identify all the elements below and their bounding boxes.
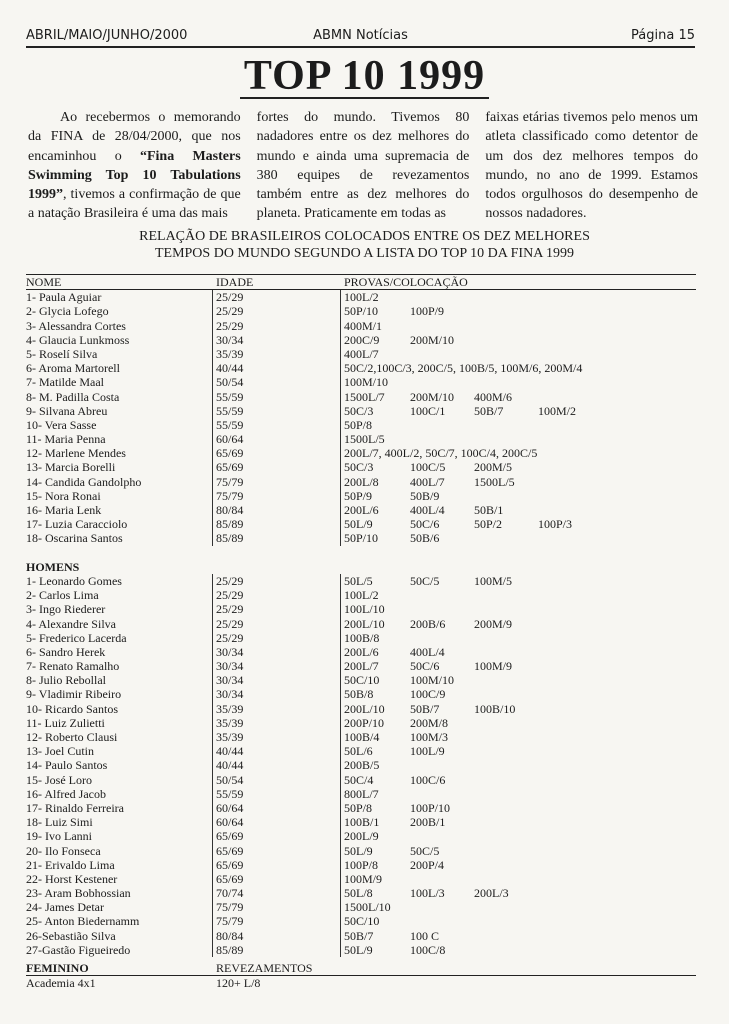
age-group: 35/39 <box>216 715 244 730</box>
event-result: 200M/10 <box>410 389 455 404</box>
table-row <box>26 758 696 772</box>
event-result: 100L/2 <box>344 290 379 305</box>
event-result: 50C/10 <box>344 914 380 929</box>
event-result: 100P/8 <box>344 857 379 872</box>
event-result: 100C/5 <box>410 460 446 475</box>
age-group: 65/69 <box>216 829 244 844</box>
event-result: 100L/2 <box>344 588 379 603</box>
relay-team: Academia 4x1 <box>26 976 96 991</box>
swimmer-name: 17- Luzia Caracciolo <box>26 517 128 532</box>
table-row <box>26 446 696 460</box>
age-group: 40/44 <box>216 758 244 773</box>
swimmer-name: 10- Vera Sasse <box>26 417 97 432</box>
swimmer-name: 20- Ilo Fonseca <box>26 843 101 858</box>
event-result: 50L/8 <box>344 886 373 901</box>
age-group: 25/29 <box>216 573 244 588</box>
age-group: 85/89 <box>216 531 244 546</box>
col-header-nome: NOME <box>26 275 62 289</box>
swimmer-name: 1- Leonardo Gomes <box>26 573 122 588</box>
table-row <box>26 489 696 503</box>
table-row <box>26 475 696 489</box>
table-row <box>26 390 696 404</box>
swimmer-name: 8- M. Padilla Costa <box>26 389 120 404</box>
table-row <box>26 574 696 588</box>
event-result: 100 C <box>410 928 440 943</box>
event-result: 100M/5 <box>474 573 513 588</box>
swimmer-name: 7- Renato Ramalho <box>26 659 120 674</box>
table-row <box>26 517 696 531</box>
event-result: 1500L/10 <box>344 900 391 915</box>
age-group: 75/79 <box>216 488 244 503</box>
event-result: 50P/2 <box>474 517 503 532</box>
age-group: 40/44 <box>216 361 244 376</box>
swimmer-name: 14- Candida Gandolpho <box>26 474 142 489</box>
table-row <box>26 418 696 432</box>
event-result: 50P/8 <box>344 417 373 432</box>
age-group: 80/84 <box>216 928 244 943</box>
event-result: 50B/1 <box>474 503 504 517</box>
article-title: TOP 10 1999 <box>0 52 729 100</box>
event-result: 100L/10 <box>344 602 385 617</box>
event-result: 100B/4 <box>344 730 380 744</box>
men-section-title: HOMENS <box>26 559 80 574</box>
event-result: 400M/1 <box>344 318 383 333</box>
event-result: 200L/6 <box>344 503 379 517</box>
event-result: 1500L/5 <box>474 474 515 489</box>
table-header <box>26 274 696 290</box>
event-result: 100M/2 <box>538 403 577 418</box>
swimmer-name: 2- Carlos Lima <box>26 588 99 603</box>
swimmer-name: 13- Joel Cutin <box>26 744 94 759</box>
swimmer-name: 4- Glaucia Lunkmoss <box>26 332 130 347</box>
swimmer-name: 14- Paulo Santos <box>26 758 108 773</box>
age-group: 50/54 <box>216 772 244 787</box>
table-row <box>26 645 696 659</box>
swimmer-name: 23- Aram Bobhossian <box>26 886 131 901</box>
event-result: 100B/10 <box>474 701 516 716</box>
event-result: 100P/3 <box>538 517 573 532</box>
relay-col-revezamentos: REVEZAMENTOS <box>216 961 313 975</box>
table-row <box>26 844 696 858</box>
event-result: 200M/8 <box>410 715 449 730</box>
swimmer-name: 5- Roselí Silva <box>26 346 98 361</box>
relay-result: 120+ L/8 <box>216 976 261 991</box>
event-result: 50L/6 <box>344 744 373 759</box>
table-row <box>26 659 696 673</box>
table-subtitle: RELAÇÃO DE BRASILEIROS COLOCADOS ENTRE OS DEZ MELHORES TEMPOS DO MUNDO SEGUNDO A LISTA DO TOP 10 DA FINA 1999 <box>139 229 590 261</box>
age-group: 60/64 <box>216 800 244 815</box>
table-row <box>26 829 696 843</box>
age-group: 30/34 <box>216 332 244 347</box>
event-result: 200P/4 <box>410 857 445 872</box>
age-group: 25/29 <box>216 588 244 603</box>
table-row <box>26 531 696 545</box>
age-group: 25/29 <box>216 602 244 617</box>
table-row <box>26 815 696 829</box>
event-result: 100P/10 <box>410 800 451 815</box>
age-group: 75/79 <box>216 474 244 489</box>
header-rule <box>26 46 695 48</box>
table-row <box>26 460 696 474</box>
event-result: 400L/7 <box>344 346 379 361</box>
event-result: 100C/1 <box>410 403 446 418</box>
event-result: 100P/9 <box>410 304 445 319</box>
men-list <box>26 574 696 957</box>
table-row <box>26 304 696 318</box>
event-result: 50P/8 <box>344 800 373 815</box>
event-result: 200C/9 <box>344 332 380 347</box>
age-group: 35/39 <box>216 730 244 744</box>
age-group: 85/89 <box>216 517 244 532</box>
age-group: 30/34 <box>216 673 244 688</box>
event-result: 50L/9 <box>344 942 373 957</box>
swimmer-name: 22- Horst Kestener <box>26 871 118 886</box>
age-group: 55/59 <box>216 786 244 801</box>
table-row <box>26 943 696 957</box>
event-result: 100C/9 <box>410 687 446 702</box>
table-row <box>26 503 696 517</box>
age-group: 65/69 <box>216 871 244 886</box>
swimmer-name: 5- Frederico Lacerda <box>26 630 127 645</box>
table-row <box>26 716 696 730</box>
table-row <box>26 687 696 701</box>
event-result: 100M/10 <box>410 673 455 688</box>
table-row <box>26 801 696 815</box>
swimmer-name: 25- Anton Biedernamm <box>26 914 140 929</box>
event-result: 200P/10 <box>344 715 385 730</box>
event-result: 100M/3 <box>410 730 449 744</box>
age-group: 65/69 <box>216 460 244 475</box>
table-row <box>26 744 696 758</box>
event-result: 50C/6 <box>410 517 440 532</box>
event-result: 100M/9 <box>344 871 383 886</box>
table-row <box>26 290 696 304</box>
swimmer-name: 17- Rinaldo Ferreira <box>26 800 124 815</box>
age-group: 25/29 <box>216 304 244 319</box>
swimmer-name: 16- Alfred Jacob <box>26 786 106 801</box>
age-group: 30/34 <box>216 644 244 659</box>
table-row <box>26 588 696 602</box>
swimmer-name: 10- Ricardo Santos <box>26 701 118 716</box>
page-number: Página 15 <box>631 28 695 43</box>
table-row <box>26 673 696 687</box>
event-result: 200B/1 <box>410 815 446 830</box>
event-result: 100M/9 <box>474 659 513 674</box>
swimmer-name: 8- Julio Rebollal <box>26 673 106 688</box>
table-row <box>26 361 696 375</box>
event-result: 50C/3 <box>344 460 374 475</box>
age-group: 25/29 <box>216 290 244 305</box>
age-group: 75/79 <box>216 900 244 915</box>
event-result: 50C/6 <box>410 659 440 674</box>
table-row <box>26 333 696 347</box>
event-result: 50C/4 <box>344 772 374 787</box>
swimmer-name: 3- Ingo Riederer <box>26 602 106 617</box>
event-result: 200L/9 <box>344 829 379 844</box>
event-result: 100M/10 <box>344 375 389 390</box>
swimmer-name: 16- Maria Lenk <box>26 503 102 517</box>
event-result: 200L/3 <box>474 886 509 901</box>
table-row <box>26 319 696 333</box>
intro-column-3: faixas etárias tivemos pelo menos um atleta classificado como detentor de um dos dez melhores tempos do mundo, no ano de 1999. Estamos todos orgulhosos do desempenho de nossos nadadores. <box>485 110 699 222</box>
age-group: 25/29 <box>216 616 244 631</box>
swimmer-name: 6- Sandro Herek <box>26 644 106 659</box>
event-result: 100C/6 <box>410 772 446 787</box>
swimmer-name: 18- Luiz Simi <box>26 815 93 830</box>
event-result: 200L/6 <box>344 644 379 659</box>
event-result: 100L/3 <box>410 886 445 901</box>
event-result: 800L/7 <box>344 786 379 801</box>
age-group: 70/74 <box>216 886 244 901</box>
swimmer-name: 1- Paula Aguiar <box>26 290 102 305</box>
swimmer-name: 12- Roberto Clausi <box>26 730 118 744</box>
age-group: 55/59 <box>216 417 244 432</box>
event-result: 400M/6 <box>474 389 513 404</box>
col-header-idade: IDADE <box>216 275 254 289</box>
event-result: 50L/9 <box>344 843 373 858</box>
event-result: 50C/2,100C/3, 200C/5, 100B/5, 100M/6, 200M/4 <box>344 361 583 376</box>
table-row <box>26 702 696 716</box>
event-result: 200B/5 <box>344 758 380 773</box>
swimmer-name: 3- Alessandra Cortes <box>26 318 126 333</box>
event-result: 50C/5 <box>410 843 440 858</box>
age-group: 30/34 <box>216 659 244 674</box>
event-result: 400L/4 <box>410 644 445 659</box>
event-result: 50P/9 <box>344 488 373 503</box>
swimmer-name: 9- Silvana Abreu <box>26 403 108 418</box>
age-group: 25/29 <box>216 630 244 645</box>
swimmer-name: 13- Marcia Borelli <box>26 460 116 475</box>
table-row <box>26 929 696 943</box>
col-header-provas: PROVAS/COLOCAÇÃO <box>344 275 468 289</box>
event-result: 100C/8 <box>410 942 446 957</box>
age-group: 50/54 <box>216 375 244 390</box>
intro-text <box>28 108 698 224</box>
table-row <box>26 432 696 446</box>
swimmer-name: 24- James Detar <box>26 900 104 915</box>
age-group: 60/64 <box>216 432 244 447</box>
age-group: 55/59 <box>216 403 244 418</box>
swimmer-name: 11- Maria Penna <box>26 432 106 447</box>
event-result: 100B/1 <box>344 815 380 830</box>
event-result: 400L/7 <box>410 474 445 489</box>
swimmer-name: 15- José Loro <box>26 772 92 787</box>
publication-name: ABMN Notícias <box>313 28 408 43</box>
event-result: 200M/10 <box>410 332 455 347</box>
event-result: 50L/9 <box>344 517 373 532</box>
swimmer-name: 4- Alexandre Silva <box>26 616 116 631</box>
event-result: 50B/7 <box>410 701 440 716</box>
women-list <box>26 290 696 545</box>
event-result: 50B/8 <box>344 687 374 702</box>
age-group: 65/69 <box>216 843 244 858</box>
table-row <box>26 886 696 900</box>
table-row <box>26 602 696 616</box>
event-result: 50C/10 <box>344 673 380 688</box>
age-group: 65/69 <box>216 446 244 461</box>
event-result: 200L/10 <box>344 616 385 631</box>
age-group: 75/79 <box>216 914 244 929</box>
event-result: 200L/7 <box>344 659 379 674</box>
event-result: 200L/7, 400L/2, 50C/7, 100C/4, 200C/5 <box>344 446 538 461</box>
event-result: 200B/6 <box>410 616 446 631</box>
table-row <box>26 914 696 928</box>
event-result: 50B/9 <box>410 488 440 503</box>
swimmer-name: 19- Ivo Lanni <box>26 829 92 844</box>
swimmer-name: 26-Sebastião Silva <box>26 928 116 943</box>
table-row <box>26 404 696 418</box>
event-result: 50C/5 <box>410 573 440 588</box>
age-group: 80/84 <box>216 503 244 517</box>
age-group: 35/39 <box>216 346 244 361</box>
age-group: 85/89 <box>216 942 244 957</box>
event-result: 200L/8 <box>344 474 379 489</box>
swimmer-name: 2- Glycia Lofego <box>26 304 109 319</box>
swimmer-name: 15- Nora Ronai <box>26 488 101 503</box>
table-row <box>26 347 696 361</box>
event-result: 1500L/5 <box>344 432 385 447</box>
swimmer-name: 12- Marlene Mendes <box>26 446 126 461</box>
event-result: 50B/7 <box>474 403 504 418</box>
age-group: 60/64 <box>216 815 244 830</box>
age-group: 55/59 <box>216 389 244 404</box>
swimmer-name: 11- Luiz Zulietti <box>26 715 105 730</box>
table-row <box>26 787 696 801</box>
age-group: 65/69 <box>216 857 244 872</box>
event-result: 100B/8 <box>344 630 380 645</box>
age-group: 35/39 <box>216 701 244 716</box>
swimmer-name: 9- Vladimir Ribeiro <box>26 687 122 702</box>
swimmer-name: 21- Erivaldo Lima <box>26 857 115 872</box>
event-result: 50B/6 <box>410 531 440 546</box>
swimmer-name: 6- Aroma Martorell <box>26 361 120 376</box>
table-row <box>26 858 696 872</box>
intro-column-2: fortes do mundo. Tivemos 80 nadadores entre os dez melhores do mundo e ainda uma supremacia de 380 equipes de revezamentos também entre as dez melhores do planeta. Praticamente em todas as <box>256 110 470 222</box>
event-result: 400L/4 <box>410 503 445 517</box>
event-result: 50L/5 <box>344 573 373 588</box>
table-row <box>26 730 696 744</box>
swimmer-name: 27-Gastão Figueiredo <box>26 942 131 957</box>
table-row <box>26 631 696 645</box>
swimmer-name: 18- Oscarina Santos <box>26 531 123 546</box>
age-group: 40/44 <box>216 744 244 759</box>
intro-column-1: Ao recebermos o memorando da FINA de 28/04/2000, que nos encaminhou o “Fina Masters Swimming Top 10 Tabulations 1999”, tivemos a confirmação de que a natação Brasileira é uma das mais <box>28 110 241 222</box>
issue-date: ABRIL/MAIO/JUNHO/2000 <box>26 28 188 43</box>
event-result: 200M/9 <box>474 616 513 631</box>
event-result: 1500L/7 <box>344 389 385 404</box>
table-row <box>26 617 696 631</box>
table-row <box>26 773 696 787</box>
relay-header <box>26 961 696 976</box>
results-table <box>26 274 696 990</box>
swimmer-name: 7- Matilde Maal <box>26 375 104 390</box>
table-row <box>26 900 696 914</box>
age-group: 30/34 <box>216 687 244 702</box>
event-result: 50P/10 <box>344 531 379 546</box>
event-result: 100L/9 <box>410 744 445 759</box>
table-row <box>26 872 696 886</box>
event-result: 200M/5 <box>474 460 513 475</box>
relay-col-feminino: FEMININO <box>26 961 89 975</box>
age-group: 25/29 <box>216 318 244 333</box>
event-result: 50P/10 <box>344 304 379 319</box>
relay-row <box>26 976 696 990</box>
page-header <box>26 28 695 46</box>
table-row <box>26 375 696 389</box>
event-result: 50C/3 <box>344 403 374 418</box>
event-result: 200L/10 <box>344 701 385 716</box>
event-result: 50B/7 <box>344 928 374 943</box>
